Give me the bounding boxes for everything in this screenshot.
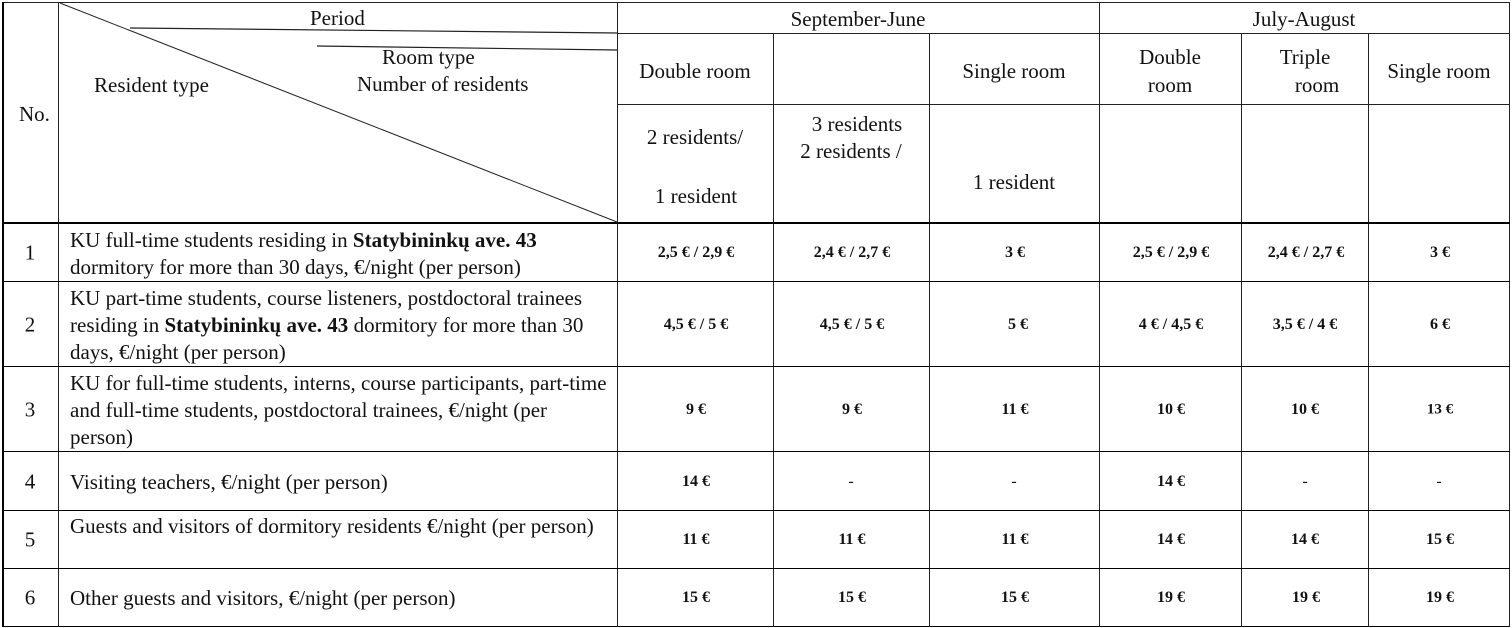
room-ja-triple-line1: Triple bbox=[1279, 45, 1331, 69]
divider-ja-col3 bbox=[1368, 33, 1369, 627]
divider-room-row bbox=[617, 104, 1510, 105]
row-1-value: 3 € bbox=[1430, 244, 1450, 261]
room-ja-double-line1: Double bbox=[1139, 45, 1201, 69]
row-3-value: 9 € bbox=[686, 401, 706, 418]
row-1-no: 1 bbox=[24, 240, 36, 265]
row-5-value: 15 € bbox=[1426, 531, 1454, 548]
row-5-no: 5 bbox=[24, 527, 36, 552]
divider-ja-col2 bbox=[1241, 33, 1242, 627]
room-ja-double-line2: room bbox=[1147, 73, 1193, 97]
divider-row-1 bbox=[2, 281, 1510, 282]
header-number-of-residents: Number of residents bbox=[357, 72, 529, 96]
row-6-value: 19 € bbox=[1426, 589, 1454, 606]
row-1-value: 3 € bbox=[1005, 244, 1025, 261]
residents-sj-double-line1: 2 residents/ bbox=[646, 125, 744, 149]
divider-row-4 bbox=[2, 510, 1510, 511]
header-no: No. bbox=[19, 102, 50, 126]
residents-sj-triple-line2: 2 residents / bbox=[800, 139, 902, 163]
row-5-description: Guests and visitors of dormitory residents €/night (per person) bbox=[70, 514, 594, 538]
room-sj-double: Double room bbox=[639, 59, 751, 83]
table-border-right bbox=[1509, 2, 1510, 627]
header-period-july-aug: July-August bbox=[1252, 7, 1356, 31]
row-4-description: Visiting teachers, €/night (per person) bbox=[70, 470, 388, 494]
divider-period-col bbox=[1099, 2, 1100, 627]
residents-sj-single: 1 resident bbox=[972, 170, 1056, 194]
row-6-no: 6 bbox=[24, 585, 36, 610]
row-5-value: 11 € bbox=[838, 531, 866, 548]
divider-sj-col3 bbox=[929, 33, 930, 627]
row-3-value: 11 € bbox=[1001, 401, 1029, 418]
row-6-value: 15 € bbox=[838, 589, 866, 606]
row-5-value: 11 € bbox=[682, 531, 710, 548]
row-2-value: 5 € bbox=[1008, 316, 1028, 333]
divider-period-row bbox=[617, 33, 1510, 34]
divider-row-2 bbox=[2, 366, 1510, 367]
header-period-sep-june: September-June bbox=[790, 7, 926, 31]
row-1-description: KU full-time students residing in Statybininkų ave. 43 dormitory for more than 30 days, €/night (per person) bbox=[70, 228, 537, 279]
row-1-value: 2,5 € / 2,9 € bbox=[657, 244, 735, 261]
residents-sj-double-line2: 1 resident bbox=[654, 184, 738, 208]
row-4-value: - bbox=[1436, 473, 1442, 490]
row-6-value: 15 € bbox=[682, 589, 710, 606]
row-4-value: - bbox=[848, 473, 854, 490]
row-3-value: 10 € bbox=[1291, 401, 1319, 418]
corner-diagonals bbox=[0, 0, 620, 225]
row-2-value: 4,5 € / 5 € bbox=[819, 316, 885, 333]
row-3-value: 13 € bbox=[1426, 401, 1454, 418]
row-6-description: Other guests and visitors, €/night (per person) bbox=[70, 586, 456, 610]
table-border-bottom bbox=[2, 626, 1510, 627]
row-6-value: 19 € bbox=[1157, 589, 1185, 606]
row-1-value: 2,4 € / 2,7 € bbox=[813, 244, 891, 261]
row-3-no: 3 bbox=[24, 397, 36, 422]
room-ja-triple-line2: room bbox=[1294, 73, 1340, 97]
row-6-value: 15 € bbox=[1001, 589, 1029, 606]
row-4-value: - bbox=[1302, 473, 1308, 490]
row-4-value: - bbox=[1011, 473, 1017, 490]
row-3-description: KU for full-time students, interns, course participants, part-time and full-time students, postdoctoral trainees, €/night (per person) bbox=[70, 371, 607, 449]
divider-sj-col2 bbox=[773, 33, 774, 627]
header-period: Period bbox=[310, 6, 365, 30]
row-2-value: 4,5 € / 5 € bbox=[663, 316, 729, 333]
residents-sj-triple-line1: 3 residents bbox=[811, 112, 903, 136]
row-5-value: 14 € bbox=[1157, 531, 1185, 548]
row-2-description: KU part-time students, course listeners, postdoctoral trainees residing in Statybininkų ave. 43 dormitory for more than 30 days, €/night (per person) bbox=[70, 286, 584, 364]
row-2-no: 2 bbox=[24, 312, 36, 337]
header-resident-type: Resident type bbox=[94, 73, 209, 97]
row-6-value: 19 € bbox=[1292, 589, 1320, 606]
divider-row-5 bbox=[2, 568, 1510, 569]
row-5-value: 14 € bbox=[1291, 531, 1319, 548]
row-2-value: 3,5 € / 4 € bbox=[1272, 316, 1338, 333]
row-4-no: 4 bbox=[24, 469, 36, 494]
room-sj-single: Single room bbox=[962, 59, 1066, 83]
row-5-value: 11 € bbox=[1001, 531, 1029, 548]
row-3-value: 10 € bbox=[1157, 401, 1185, 418]
row-3-value: 9 € bbox=[842, 401, 862, 418]
divider-row-3 bbox=[2, 451, 1510, 452]
row-2-value: 6 € bbox=[1430, 316, 1450, 333]
row-1-value: 2,4 € / 2,7 € bbox=[1267, 244, 1345, 261]
row-4-value: 14 € bbox=[682, 473, 710, 490]
row-2-value: 4 € / 4,5 € bbox=[1138, 316, 1204, 333]
header-room-type: Room type bbox=[382, 45, 475, 69]
room-ja-single: Single room bbox=[1387, 59, 1491, 83]
row-4-value: 14 € bbox=[1157, 473, 1185, 490]
row-1-value: 2,5 € / 2,9 € bbox=[1132, 244, 1210, 261]
